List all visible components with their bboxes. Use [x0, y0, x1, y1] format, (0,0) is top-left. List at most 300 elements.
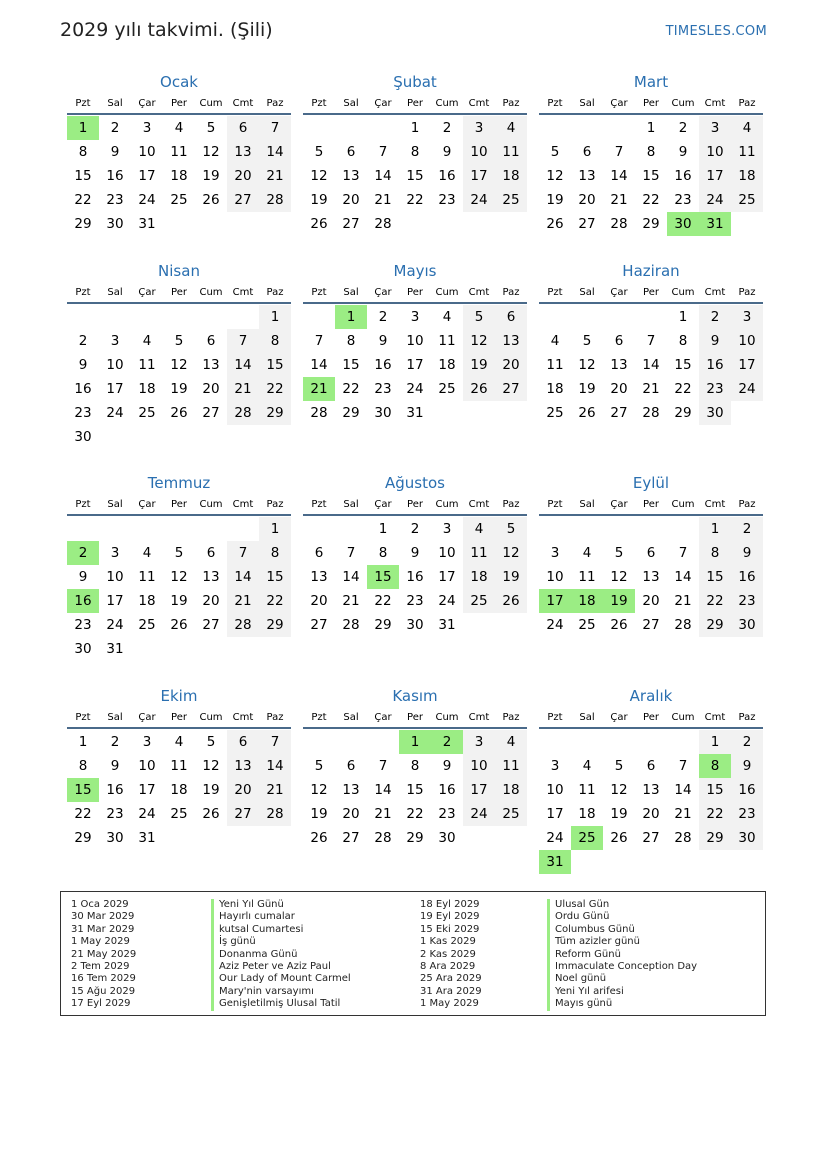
- day-cell: 11: [170, 758, 188, 774]
- weekday-label: Çar: [138, 98, 156, 109]
- holiday-day-cell: 16: [67, 589, 99, 613]
- day-cell: 13: [642, 569, 660, 585]
- empty-day-cell: [163, 637, 195, 661]
- week-row: [67, 305, 291, 329]
- weekday-label: Çar: [374, 98, 392, 109]
- day-cell: 24: [138, 806, 156, 822]
- weekday-label: Cum: [199, 712, 223, 723]
- empty-day-cell: [571, 730, 603, 754]
- day-cell: 23: [438, 806, 456, 822]
- weekday-label: Sal: [343, 499, 359, 510]
- empty-day-cell: [635, 850, 667, 874]
- empty-day-cell: [495, 401, 527, 425]
- empty-day-cell: [667, 517, 699, 541]
- week-row: [67, 802, 291, 826]
- day-cell: 7: [678, 545, 688, 561]
- weekday-label: Çar: [138, 287, 156, 298]
- month-name: Mart: [633, 73, 669, 91]
- week-row: [303, 353, 527, 377]
- day-cell: 10: [546, 782, 564, 798]
- weekend-day-cell: 23: [699, 377, 731, 401]
- legend-date: 31 Ara 2029: [420, 985, 482, 997]
- day-cell: 12: [310, 782, 328, 798]
- day-cell: 28: [310, 405, 328, 421]
- day-cell: 21: [674, 806, 692, 822]
- holiday-day-cell: 15: [67, 778, 99, 802]
- weekend-day-cell: 27: [495, 377, 527, 401]
- weekend-day-cell: 14: [259, 140, 291, 164]
- day-cell: 17: [138, 782, 156, 798]
- weekend-day-cell: 21: [227, 377, 259, 401]
- empty-day-cell: [195, 305, 227, 329]
- weekday-label: Per: [407, 287, 423, 298]
- day-cell: 18: [170, 782, 188, 798]
- weekday-header: [67, 94, 291, 115]
- weekend-day-cell: 2: [731, 730, 763, 754]
- weekday-label: Paz: [738, 98, 756, 109]
- empty-day-cell: [495, 826, 527, 850]
- weekday-label: Sal: [107, 499, 123, 510]
- day-cell: 13: [578, 168, 596, 184]
- week-row: [303, 212, 527, 236]
- day-cell: 23: [106, 192, 124, 208]
- day-cell: 18: [138, 381, 156, 397]
- month-name: Nisan: [158, 262, 200, 280]
- week-row: [67, 329, 291, 353]
- week-row: [303, 329, 527, 353]
- empty-day-cell: [163, 425, 195, 449]
- weekend-day-cell: 24: [699, 188, 731, 212]
- weekend-day-cell: 12: [463, 329, 495, 353]
- day-cell: 16: [106, 782, 124, 798]
- day-cell: 27: [342, 216, 360, 232]
- week-row: [539, 541, 763, 565]
- weekend-day-cell: 14: [227, 565, 259, 589]
- day-cell: 2: [78, 333, 88, 349]
- day-cell: 18: [546, 381, 564, 397]
- day-cell: 21: [610, 192, 628, 208]
- week-row: [303, 826, 527, 850]
- week-row: [539, 802, 763, 826]
- weekday-label: Per: [171, 287, 187, 298]
- day-cell: 25: [546, 405, 564, 421]
- weekend-day-cell: 10: [699, 140, 731, 164]
- day-cell: 12: [170, 357, 188, 373]
- weekend-day-cell: 24: [731, 377, 763, 401]
- day-cell: 26: [610, 830, 628, 846]
- week-row: [67, 401, 291, 425]
- day-cell: 5: [614, 758, 624, 774]
- day-cell: 26: [310, 216, 328, 232]
- weekend-day-cell: 24: [463, 188, 495, 212]
- empty-day-cell: [303, 116, 335, 140]
- weekday-label: Paz: [502, 287, 520, 298]
- weekday-label: Paz: [502, 499, 520, 510]
- day-cell: 5: [550, 144, 560, 160]
- legend-left-names: [211, 899, 351, 1011]
- empty-day-cell: [463, 613, 495, 637]
- empty-day-cell: [571, 517, 603, 541]
- day-cell: 4: [142, 333, 152, 349]
- legend-holiday-name: Ulusal Gün: [547, 899, 697, 911]
- weekday-label: Pzt: [547, 287, 563, 298]
- day-cell: 24: [106, 405, 124, 421]
- weekday-label: Pzt: [311, 287, 327, 298]
- weekday-header: [67, 495, 291, 516]
- day-cell: 22: [74, 192, 92, 208]
- empty-day-cell: [227, 637, 259, 661]
- weekday-label: Çar: [610, 712, 628, 723]
- day-cell: 16: [374, 357, 392, 373]
- week-row: [303, 517, 527, 541]
- weekend-day-cell: 7: [259, 116, 291, 140]
- day-cell: 17: [438, 569, 456, 585]
- empty-day-cell: [603, 517, 635, 541]
- day-cell: 9: [78, 569, 88, 585]
- weekend-day-cell: 15: [259, 353, 291, 377]
- weekday-label: Sal: [107, 287, 123, 298]
- day-cell: 8: [410, 758, 420, 774]
- day-cell: 11: [578, 569, 596, 585]
- weekday-label: Cum: [199, 287, 223, 298]
- weekend-day-cell: 4: [495, 116, 527, 140]
- month-name: Kasım: [392, 687, 438, 705]
- weekday-label: Cum: [671, 499, 695, 510]
- week-row: [303, 754, 527, 778]
- empty-day-cell: [731, 212, 763, 236]
- weekday-label: Sal: [579, 287, 595, 298]
- day-cell: 20: [578, 192, 596, 208]
- day-cell: 9: [110, 758, 120, 774]
- weekday-label: Cum: [671, 287, 695, 298]
- weekday-label: Pzt: [311, 98, 327, 109]
- day-cell: 7: [378, 144, 388, 160]
- day-cell: 22: [374, 593, 392, 609]
- weekday-label: Cmt: [468, 98, 490, 109]
- month-calendar: [67, 259, 291, 449]
- day-cell: 13: [202, 569, 220, 585]
- empty-day-cell: [731, 850, 763, 874]
- weekend-day-cell: 22: [259, 589, 291, 613]
- week-row: [303, 613, 527, 637]
- day-cell: 22: [406, 806, 424, 822]
- day-cell: 5: [314, 758, 324, 774]
- day-cell: 13: [202, 357, 220, 373]
- month-calendar: [303, 471, 527, 637]
- weekend-day-cell: 17: [463, 164, 495, 188]
- holiday-day-cell: 1: [335, 305, 367, 329]
- legend-date: 1 May 2029: [420, 998, 479, 1010]
- day-cell: 27: [642, 830, 660, 846]
- day-cell: 8: [378, 545, 388, 561]
- weekend-day-cell: 20: [495, 353, 527, 377]
- weekday-header: [539, 708, 763, 729]
- legend-holiday-name: Mary'nin varsayımı: [211, 986, 351, 998]
- week-row: [67, 826, 291, 850]
- empty-day-cell: [635, 517, 667, 541]
- empty-day-cell: [495, 613, 527, 637]
- day-cell: 24: [406, 381, 424, 397]
- day-cell: 4: [550, 333, 560, 349]
- legend-holiday-name: Aziz Peter ve Aziz Paul: [211, 961, 351, 973]
- day-cell: 20: [642, 593, 660, 609]
- week-row: [67, 565, 291, 589]
- weekday-label: Cum: [671, 712, 695, 723]
- weekend-day-cell: 10: [463, 754, 495, 778]
- legend-date: 25 Ara 2029: [420, 973, 482, 985]
- week-row: [67, 353, 291, 377]
- day-cell: 17: [138, 168, 156, 184]
- weekend-day-cell: 6: [495, 305, 527, 329]
- day-cell: 16: [674, 168, 692, 184]
- empty-day-cell: [227, 826, 259, 850]
- empty-day-cell: [335, 116, 367, 140]
- day-cell: 27: [202, 405, 220, 421]
- month-name: Temmuz: [147, 474, 211, 492]
- empty-day-cell: [131, 425, 163, 449]
- legend-holiday-name: Yeni Yıl arifesi: [547, 986, 697, 998]
- day-cell: 29: [74, 216, 92, 232]
- day-cell: 3: [110, 333, 120, 349]
- day-cell: 11: [170, 144, 188, 160]
- empty-day-cell: [163, 517, 195, 541]
- legend-date: 15 Ağu 2029: [71, 985, 136, 997]
- weekend-day-cell: 3: [463, 116, 495, 140]
- weekend-day-cell: 30: [731, 613, 763, 637]
- day-cell: 18: [138, 593, 156, 609]
- weekend-day-cell: 4: [495, 730, 527, 754]
- weekday-label: Per: [407, 499, 423, 510]
- month-calendar: [303, 684, 527, 850]
- day-cell: 22: [674, 381, 692, 397]
- weekday-header: [539, 495, 763, 516]
- weekend-day-cell: 3: [731, 305, 763, 329]
- day-cell: 9: [442, 758, 452, 774]
- day-cell: 10: [106, 569, 124, 585]
- legend-holiday-name: Genişletilmiş Ulusal Tatil: [211, 998, 351, 1010]
- weekday-label: Per: [643, 712, 659, 723]
- weekend-day-cell: 20: [227, 164, 259, 188]
- day-cell: 8: [346, 333, 356, 349]
- weekend-day-cell: 25: [495, 188, 527, 212]
- weekend-day-cell: 9: [731, 754, 763, 778]
- legend-holiday-name: Yeni Yıl Günü: [211, 899, 351, 911]
- weekend-day-cell: 1: [259, 517, 291, 541]
- holiday-day-cell: 18: [571, 589, 603, 613]
- day-cell: 20: [642, 806, 660, 822]
- weekday-label: Çar: [138, 499, 156, 510]
- legend-holiday-name: Tüm azizler günü: [547, 936, 697, 948]
- day-cell: 6: [614, 333, 624, 349]
- weekday-label: Cmt: [704, 98, 726, 109]
- weekend-day-cell: 1: [259, 305, 291, 329]
- empty-day-cell: [603, 730, 635, 754]
- weekend-day-cell: 17: [463, 778, 495, 802]
- holiday-day-cell: 30: [667, 212, 699, 236]
- weekend-day-cell: 11: [495, 754, 527, 778]
- legend-holiday-name: Mayıs günü: [547, 998, 697, 1010]
- empty-day-cell: [131, 637, 163, 661]
- week-row: [539, 589, 763, 613]
- month-calendar: [539, 471, 763, 637]
- day-cell: 16: [106, 168, 124, 184]
- holiday-day-cell: 1: [399, 730, 431, 754]
- weekday-label: Çar: [610, 98, 628, 109]
- day-cell: 30: [406, 617, 424, 633]
- day-cell: 25: [170, 192, 188, 208]
- week-row: [303, 116, 527, 140]
- week-row: [67, 613, 291, 637]
- day-cell: 20: [610, 381, 628, 397]
- weekend-day-cell: 24: [463, 802, 495, 826]
- day-cell: 5: [174, 545, 184, 561]
- weekday-label: Pzt: [547, 98, 563, 109]
- weekday-label: Per: [171, 712, 187, 723]
- week-row: [67, 778, 291, 802]
- day-cell: 26: [202, 192, 220, 208]
- day-cell: 26: [170, 617, 188, 633]
- day-cell: 21: [374, 806, 392, 822]
- weekend-day-cell: 16: [731, 565, 763, 589]
- legend-right-names: [547, 899, 697, 1011]
- empty-day-cell: [463, 212, 495, 236]
- day-cell: 4: [582, 758, 592, 774]
- day-cell: 21: [342, 593, 360, 609]
- day-cell: 3: [142, 120, 152, 136]
- day-cell: 19: [170, 593, 188, 609]
- empty-day-cell: [163, 826, 195, 850]
- weekend-day-cell: 10: [731, 329, 763, 353]
- day-cell: 9: [378, 333, 388, 349]
- weekend-day-cell: 25: [731, 188, 763, 212]
- weekday-header: [303, 94, 527, 115]
- weekend-day-cell: 28: [227, 613, 259, 637]
- weekday-label: Pzt: [75, 287, 91, 298]
- month-name: Eylül: [632, 474, 670, 492]
- holiday-day-cell: 19: [603, 589, 635, 613]
- weekend-day-cell: 29: [259, 401, 291, 425]
- weekend-day-cell: 17: [699, 164, 731, 188]
- weekday-label: Paz: [738, 499, 756, 510]
- day-cell: 17: [406, 357, 424, 373]
- empty-day-cell: [335, 517, 367, 541]
- legend-date: 2 Tem 2029: [71, 960, 130, 972]
- day-cell: 12: [202, 758, 220, 774]
- day-cell: 4: [582, 545, 592, 561]
- weekend-day-cell: 28: [259, 802, 291, 826]
- week-row: [303, 778, 527, 802]
- weekday-label: Paz: [266, 98, 284, 109]
- week-row: [67, 116, 291, 140]
- empty-day-cell: [731, 401, 763, 425]
- weekday-label: Pzt: [75, 98, 91, 109]
- empty-day-cell: [463, 401, 495, 425]
- day-cell: 25: [170, 806, 188, 822]
- day-cell: 7: [614, 144, 624, 160]
- weekday-label: Sal: [343, 287, 359, 298]
- weekday-label: Sal: [343, 98, 359, 109]
- day-cell: 26: [170, 405, 188, 421]
- day-cell: 24: [546, 830, 564, 846]
- weekend-day-cell: 15: [699, 778, 731, 802]
- weekend-day-cell: 29: [699, 613, 731, 637]
- day-cell: 18: [170, 168, 188, 184]
- week-row: [303, 164, 527, 188]
- day-cell: 23: [74, 405, 92, 421]
- day-cell: 19: [202, 168, 220, 184]
- day-cell: 24: [438, 593, 456, 609]
- weekend-day-cell: 4: [463, 517, 495, 541]
- day-cell: 13: [610, 357, 628, 373]
- weekend-day-cell: 9: [699, 329, 731, 353]
- week-row: [67, 164, 291, 188]
- weekend-day-cell: 5: [495, 517, 527, 541]
- week-row: [303, 377, 527, 401]
- weekday-label: Per: [407, 98, 423, 109]
- day-cell: 6: [646, 758, 656, 774]
- day-cell: 17: [106, 593, 124, 609]
- weekday-label: Cum: [199, 98, 223, 109]
- empty-day-cell: [539, 730, 571, 754]
- day-cell: 10: [138, 758, 156, 774]
- day-cell: 1: [378, 521, 388, 537]
- weekday-label: Cmt: [232, 287, 254, 298]
- day-cell: 27: [202, 617, 220, 633]
- day-cell: 29: [342, 405, 360, 421]
- day-cell: 25: [138, 405, 156, 421]
- weekend-day-cell: 3: [463, 730, 495, 754]
- weekday-label: Pzt: [75, 712, 91, 723]
- day-cell: 22: [74, 806, 92, 822]
- weekday-label: Paz: [266, 287, 284, 298]
- week-row: [67, 425, 291, 449]
- day-cell: 23: [438, 192, 456, 208]
- day-cell: 21: [642, 381, 660, 397]
- weekend-day-cell: 19: [463, 353, 495, 377]
- week-row: [67, 730, 291, 754]
- empty-day-cell: [463, 826, 495, 850]
- day-cell: 12: [578, 357, 596, 373]
- empty-day-cell: [367, 730, 399, 754]
- day-cell: 2: [378, 309, 388, 325]
- day-cell: 31: [138, 830, 156, 846]
- empty-day-cell: [335, 730, 367, 754]
- day-cell: 28: [374, 830, 392, 846]
- week-row: [67, 541, 291, 565]
- weekend-day-cell: 25: [495, 802, 527, 826]
- day-cell: 6: [346, 758, 356, 774]
- weekday-label: Cmt: [468, 287, 490, 298]
- weekday-label: Çar: [374, 287, 392, 298]
- site-link[interactable]: TIMESLES.COM: [665, 24, 767, 39]
- month-calendar: [67, 684, 291, 850]
- empty-day-cell: [539, 116, 571, 140]
- legend-date: 1 Oca 2029: [71, 899, 129, 910]
- empty-day-cell: [667, 850, 699, 874]
- weekend-day-cell: 8: [699, 541, 731, 565]
- weekday-label: Cmt: [704, 712, 726, 723]
- day-cell: 15: [674, 357, 692, 373]
- day-cell: 3: [410, 309, 420, 325]
- weekend-day-cell: 22: [259, 377, 291, 401]
- day-cell: 28: [642, 405, 660, 421]
- day-cell: 3: [110, 545, 120, 561]
- month-name: Haziran: [622, 262, 680, 280]
- day-cell: 5: [174, 333, 184, 349]
- day-cell: 1: [646, 120, 656, 136]
- day-cell: 9: [78, 357, 88, 373]
- legend-date: 30 Mar 2029: [71, 911, 135, 923]
